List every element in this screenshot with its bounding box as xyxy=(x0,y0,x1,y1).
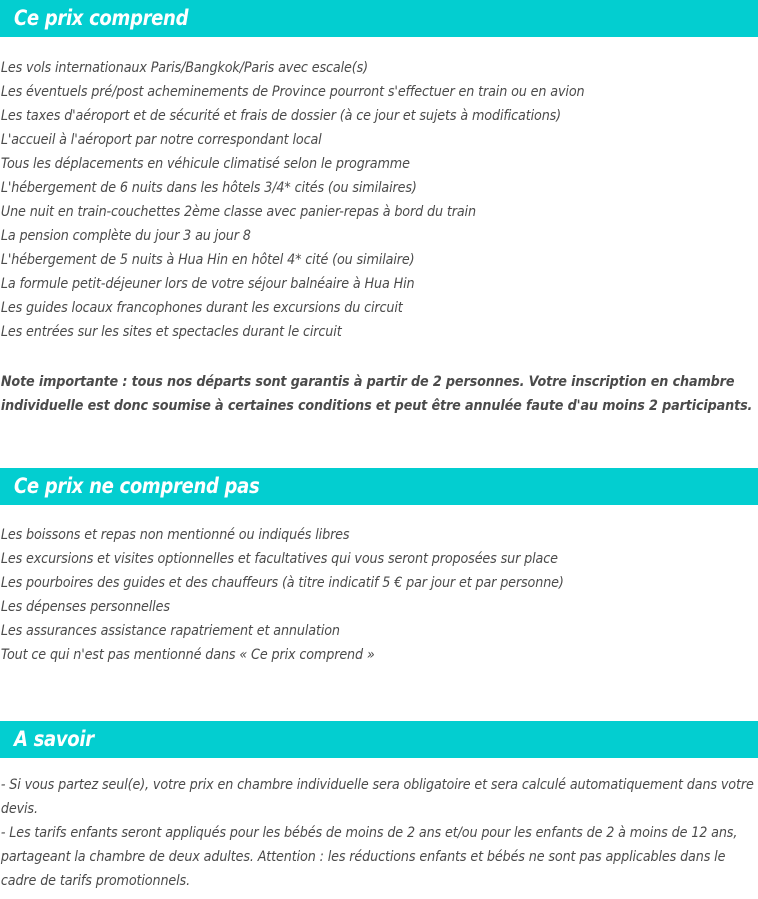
note-paragraph: - Si vous partez seul(e), votre prix en chambre individuelle sera obligatoire et sera calculé automatiquement dans votre devis. xyxy=(0,776,754,817)
list-item: La formule petit-déjeuner lors de votre séjour balnéaire à Hua Hin xyxy=(0,275,415,292)
section-body-good-to-know xyxy=(0,773,758,893)
list-item: L'hébergement de 5 nuits à Hua Hin en hôtel 4* cité (ou similaire) xyxy=(0,251,415,268)
list-item: Les guides locaux francophones durant les excursions du circuit xyxy=(0,299,403,316)
section-header-included xyxy=(0,0,758,37)
section-title-not-included: Ce prix ne comprend pas xyxy=(14,473,260,499)
list-item: Les taxes d'aéroport et de sécurité et frais de dossier (à ce jour et sujets à modifications) xyxy=(0,107,562,124)
section-title-included: Ce prix comprend xyxy=(14,5,189,31)
important-note: Note importante : tous nos départs sont garantis à partir de 2 personnes. Votre inscription en chambre individuelle est donc soumise à certaines conditions et peut être annulée faute d'au moins 2 participants. xyxy=(0,373,753,414)
list-item: Les éventuels pré/post acheminements de Province pourront s'effectuer en train ou en avion xyxy=(0,83,585,100)
section-title-good-to-know: A savoir xyxy=(14,726,94,752)
section-body-not-included xyxy=(0,523,758,667)
list-item: Les pourboires des guides et des chauffeurs (à titre indicatif 5 € par jour et par personne) xyxy=(0,574,564,591)
list-item: Les dépenses personnelles xyxy=(0,598,170,615)
section-header-not-included xyxy=(0,468,758,505)
spacer xyxy=(0,418,758,468)
list-item: La pension complète du jour 3 au jour 8 xyxy=(0,227,251,244)
list-item: Une nuit en train-couchettes 2ème classe avec panier-repas à bord du train xyxy=(0,203,476,220)
list-item: Les boissons et repas non mentionné ou indiqués libres xyxy=(0,526,350,543)
list-item: Les entrées sur les sites et spectacles durant le circuit xyxy=(0,323,342,340)
list-item: L'hébergement de 6 nuits dans les hôtels 3/4* cités (ou similaires) xyxy=(0,179,417,196)
list-item: Les excursions et visites optionnelles et facultatives qui vous seront proposées sur place xyxy=(0,550,558,567)
list-item: Les assurances assistance rapatriement et annulation xyxy=(0,622,340,639)
spacer xyxy=(0,344,758,370)
spacer xyxy=(0,667,758,721)
spacer xyxy=(0,758,758,773)
section-header-good-to-know xyxy=(0,721,758,758)
note-paragraph: - Les tarifs enfants seront appliqués pour les bébés de moins de 2 ans et/ou pour les enfants de 2 à moins de 12 ans, partageant la chambre de deux adultes. Attention : les réductions enfants et bébés ne sont pas applicables dans le cadre de tarifs promotionnels. xyxy=(0,824,738,889)
spacer xyxy=(0,37,758,56)
list-item: Les vols internationaux Paris/Bangkok/Paris avec escale(s) xyxy=(0,59,368,76)
list-item: Tout ce qui n'est pas mentionné dans « Ce prix comprend » xyxy=(0,646,375,663)
list-item: Tous les déplacements en véhicule climatisé selon le programme xyxy=(0,155,410,172)
list-item: L'accueil à l'aéroport par notre correspondant local xyxy=(0,131,322,148)
spacer xyxy=(0,505,758,523)
section-body-included xyxy=(0,56,758,344)
